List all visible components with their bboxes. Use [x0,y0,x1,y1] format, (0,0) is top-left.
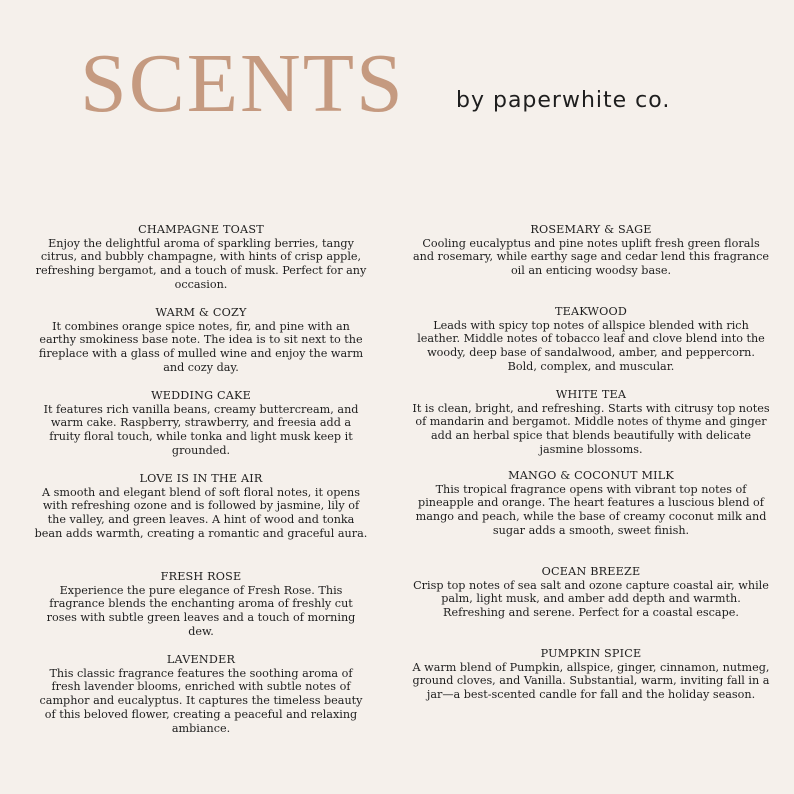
scent-description: It features rich vanilla beans, creamy buttercream, and warm cake. Raspberry, strawberry, and freesia add a fruity floral touch, while tonka and light musk keep it grounded. [43,402,359,457]
scent-card-rosemary-sage [412,223,770,278]
scent-name: WHITE TEA [555,388,627,401]
scent-name: ROSEMARY & SAGE [530,223,652,236]
scent-name: WARM & COZY [155,306,247,319]
scent-name: OCEAN BREEZE [541,565,641,578]
scent-description: This classic fragrance features the soothing aroma of fresh lavender blooms, enriched with subtle notes of camphor and eucalyptus. It captures the timeless beauty of this beloved flower, creating a peaceful and relaxing ambiance. [39,666,363,735]
scent-name: LOVE IS IN THE AIR [139,472,263,485]
scent-name: PUMPKIN SPICE [540,647,642,660]
scent-card-fresh-rose [34,570,368,639]
scent-card-pumpkin-spice [412,647,770,702]
scent-description: Crisp top notes of sea salt and ozone capture coastal air, while palm, light musk, and amber add depth and warmth. Refreshing and serene. Perfect for a coastal escape. [413,578,769,620]
scent-description: Leads with spicy top notes of allspice blended with rich leather. Middle notes of tobacco leaf and clove blend into the woody, deep base of sandalwood, amber, and peppercorn. Bold, complex, and muscular. [417,318,765,373]
scent-description: A warm blend of Pumpkin, allspice, ginger, cinnamon, nutmeg, ground cloves, and Vanilla. Substantial, warm, inviting fall in a jar—a best-scented candle for fall and the holiday season. [412,660,770,702]
scent-description: This tropical fragrance opens with vibrant top notes of pineapple and orange. The heart features a luscious blend of mango and peach, while the base of creamy coconut milk and sugar adds a smooth, sweet finish. [415,482,767,537]
scent-name: LAVENDER [166,653,236,666]
scent-description: Experience the pure elegance of Fresh Rose. This fragrance blends the enchanting aroma of freshly cut roses with subtle green leaves and a touch of morning dew. [46,583,356,638]
scent-card-mango-coconut-milk [412,469,770,538]
scent-description: Enjoy the delightful aroma of sparkling berries, tangy citrus, and bubbly champagne, with hints of crisp apple, refreshing bergamot, and a touch of musk. Perfect for any occasion. [35,236,367,291]
scent-description: Cooling eucalyptus and pine notes uplift fresh green florals and rosemary, while earthy sage and cedar lend this fragrance oil an enticing woodsy base. [412,236,770,278]
scent-card-warm-cozy [34,306,368,375]
page-title: SCENTS [80,37,405,130]
scent-card-ocean-breeze [412,565,770,620]
scent-card-lavender [34,653,368,735]
scent-description: It combines orange spice notes, fir, and pine with an earthy smokiness base note. The idea is to sit next to the fireplace with a glass of mulled wine and enjoy the warm and cozy day. [38,319,364,374]
scent-description: A smooth and elegant blend of soft floral notes, it opens with refreshing ozone and is followed by jasmine, lily of the valley, and green leaves. A hint of wood and tonka bean adds warmth, creating a romantic and graceful aura. [34,485,368,540]
scent-card-wedding-cake [34,389,368,458]
scent-name: WEDDING CAKE [151,389,251,402]
scent-card-white-tea [412,388,770,457]
scent-card-love-is-in-the-air [34,472,368,541]
scent-name: FRESH ROSE [160,570,242,583]
scent-name: TEAKWOOD [554,305,628,318]
brand-subtitle: by paperwhite co. [456,88,671,113]
scent-description: It is clean, bright, and refreshing. Starts with citrusy top notes of mandarin and bergamot. Middle notes of thyme and ginger add an herbal spice that blends beautifully with delicate jasmine blossoms. [412,401,770,456]
scent-card-champagne-toast [34,223,368,292]
scent-name: MANGO & COCONUT MILK [508,469,674,482]
scent-name: CHAMPAGNE TOAST [138,223,264,236]
scent-card-teakwood [412,305,770,374]
